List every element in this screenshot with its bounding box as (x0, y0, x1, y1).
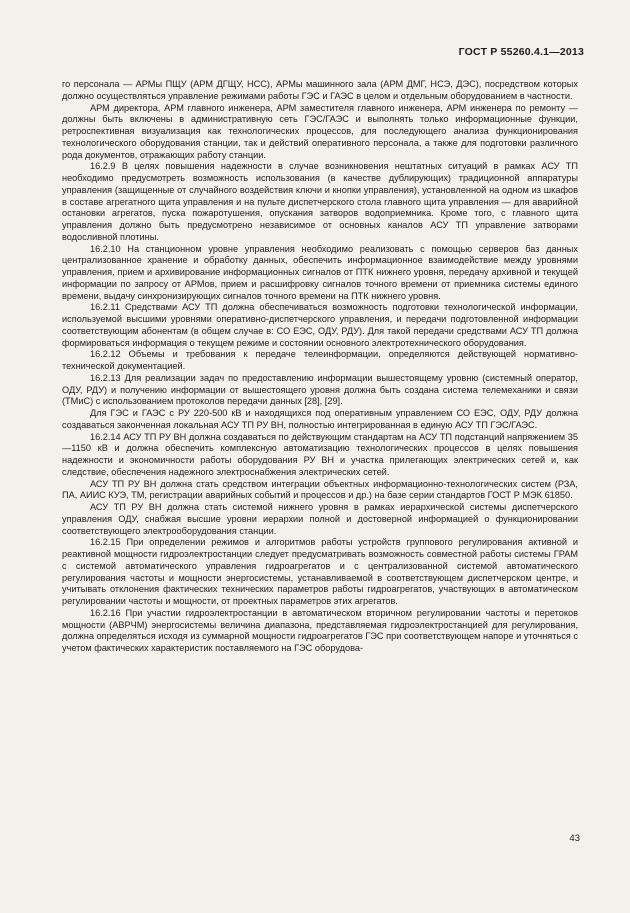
paragraph: АРМ директора, АРМ главного инженера, АРМ заместителя главного инженера, АРМ инженера по ремонту — должны быть включены в административную сеть ГЭС/ГАЭС и выполнять только информационные функции, ретроспективная визуализация как технологических процессов, для последующего анализа функционирования технологического оборудования станции, так и действий оперативного персонала, а также для подготовки различного рода документов, отражающих работу станции. (62, 102, 578, 160)
paragraph: го персонала — АРМы ПЩУ (АРМ ДГЩУ, НСС), АРМы машинного зала (АРМ ДМГ, НСЭ, ДЭС), посредством которых должно осуществляться управление режимами работы ГЭС и ГАЭС в целом и отдельным оборудованием в частности. (62, 79, 578, 101)
paragraph: 16.2.11 Средствами АСУ ТП должна обеспечиваться возможность подготовки технологической информации, используемой высшими уровнями оперативно-диспетчерского управления, и передачи подготовленной информации соответствующим абонентам (в общем случае в: СО ЕЭС, ОДУ, РДУ). Для такой передачи средствами АСУ ТП должна формироваться информация о текущем режиме и состоянии основного электротехнического оборудования. (62, 302, 578, 348)
paragraph: АСУ ТП РУ ВН должна стать системой нижнего уровня в рамках иерархической системы диспетчерского управления ОДУ, снабжая высшие уровни иерархии полной и достоверной информацией о функционировании соответствующего электрооборудования станции. (62, 502, 578, 536)
paragraph: 16.2.9 В целях повышения надежности в случае возникновения нештатных ситуаций в рамках АСУ ТП необходимо предусмотреть возможность использования (в качестве дублирующих) традиционной аппаратуры управления (защищенные от случайного воздействия ключи и кнопки управления), установленной на одном из шкафов в составе агрегатного щита управления и на пульте диспетчерского стола главного щита управления — для аварийной остановки агрегатов, пуска пожаротушения, опускания затворов водоприемника. Кроме того, с главного щита управления должно быть предусмотрено независимое от основных каналов АСУ ТП управление затворами водосливной плотины. (62, 161, 578, 242)
standard-header: ГОСТ Р 55260.4.1—2013 (458, 46, 584, 58)
paragraph: 16.2.13 Для реализации задач по предоставлению информации вышестоящему уровню (системный оператор, ОДУ, РДУ) и получению информации от вышестоящего уровня должна быть создана система телемеханики и связи (ТМиС) с использованием протоколов передачи данных [28], [29]. (62, 372, 578, 407)
paragraph: Для ГЭС и ГАЭС с РУ 220-500 кВ и находящихся под оперативным управлением СО ЕЭС, ОДУ, РДУ должна создаваться законченная локальная АСУ ТП РУ ВН, полностью интегрированная в единую АСУ ТП ГЭС/ГАЭС. (62, 408, 578, 430)
paragraph: 16.2.15 При определении режимов и алгоритмов работы устройств группового регулирования активной и реактивной мощности гидроэлектростанции следует предусматривать возможность совместной работы системы ГРАМ с системой автоматического управления гидроагрегатов и с централизованной системой автоматического регулирования частоты и мощности энергосистемы, устанавливаемой в соответствующем диспетчерском центре, и учитывать отклонения фактических технических параметров работы гидроагрегатов, участвующих в автоматическом регулировании частоты и мощности, от проектных параметров этих агрегатов. (62, 537, 578, 606)
paragraph: АСУ ТП РУ ВН должна стать средством интеграции объектных информационно-технологических систем (РЗА, ПА, АИИС КУЭ, ТМ, регистрации аварийных событий и процессов и др.) на базе серии стандартов ГОСТ Р МЭК 61850. (62, 478, 578, 501)
body-text (62, 79, 578, 655)
paragraph: 16.2.16 При участии гидроэлектростанции в автоматическом вторичном регулировании частоты и перетоков мощности (АВРЧМ) энергосистемы величина диапазона, представляемая гидроэлектростанцией для регулирования, должна определяться исходя из суммарной мощности гидроагрегатов ГЭС при соответствующем напоре и уточняться с учетом фактических характеристик поставляемого на ГЭС оборудова- (62, 607, 578, 653)
paragraph: 16.2.14 АСУ ТП РУ ВН должна создаваться по действующим стандартам на АСУ ТП подстанций напряжением 35—1150 кВ и должна обеспечить комплексную автоматизацию технологических процессов в целях повышения надежности и экономичности работы оборудования РУ ВН и участка прилегающих электрических сетей и, как следствие, обеспечения надежного электроснабжения электрических сетей. (62, 431, 578, 477)
paragraph: 16.2.10 На станционном уровне управления необходимо реализовать с помощью серверов баз данных централизованное хранение и обработку данных, обеспечить информационное взаимодействие между уровнями управления, прием и архивирование информационных сигналов от ПТК нижнего уровня, передачу архивной и текущей информации по запросу от АРМов, прием и расшифровку сигналов точного времени от приемника системы единого времени, выдачу синхронизирующих сигналов точного времени на ПТК нижнего уровня. (62, 243, 578, 301)
paragraph: 16.2.12 Объемы и требования к передаче телеинформации, определяются действующей нормативно-технической документацией. (62, 349, 578, 371)
page-number: 43 (569, 833, 580, 844)
